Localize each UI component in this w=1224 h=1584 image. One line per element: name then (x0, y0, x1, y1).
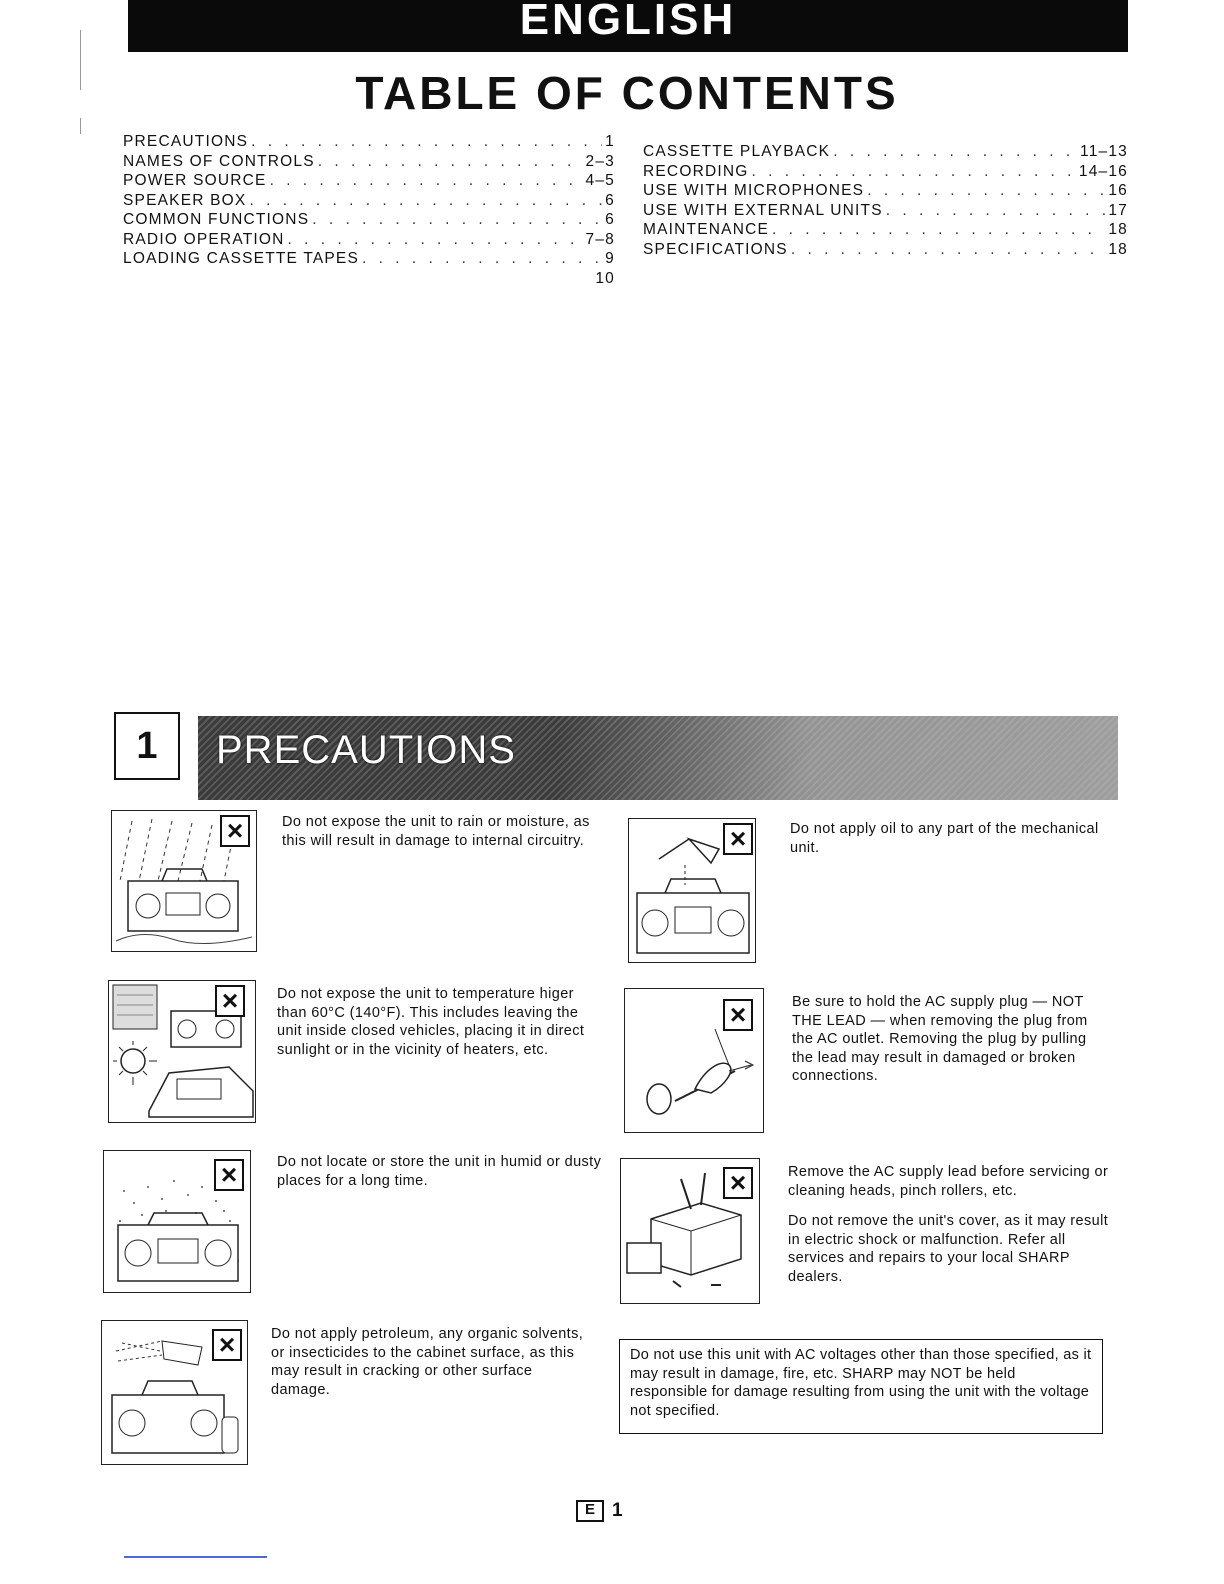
prohibited-icon: × (220, 815, 250, 847)
heat-illustration (108, 980, 256, 1123)
precaution-cover: Do not remove the unit's cover, as it may result in electric shock or malfunction. Refer all services and repairs to your local SHARP dealers. (788, 1213, 1109, 1285)
toc-entry[interactable] (643, 241, 1128, 261)
toc-entry[interactable] (123, 192, 615, 212)
toc-entry-page: 2–3 (585, 152, 615, 170)
toc-entry-page: 17 (1108, 201, 1128, 219)
toc-entry-label: MAINTENANCE (643, 221, 770, 238)
toc-entry[interactable] (123, 153, 615, 173)
toc-entry-label: POWER SOURCE (123, 172, 267, 189)
toc-right-column (643, 133, 1128, 260)
toc-entry-label: PRECAUTIONS (123, 133, 249, 150)
toc-entry-page: 4–5 (585, 172, 615, 189)
precaution-rain: Do not expose the unit to rain or moisture, as this will result in damage to internal circuitry. (282, 814, 590, 849)
toc-entry-label: SPEAKER BOX (123, 191, 247, 209)
toc-entry-page: 16 (1108, 182, 1128, 199)
toc-entry-label: CASSETTE PLAYBACK (643, 143, 831, 160)
toc-entry[interactable] (123, 250, 615, 270)
toc-entry-label: NAMES OF CONTROLS (123, 152, 315, 170)
toc-entry[interactable] (643, 182, 1128, 202)
oil-illustration (628, 818, 756, 963)
toc-entry[interactable] (123, 270, 615, 290)
section-title: PRECAUTIONS (216, 728, 516, 772)
toc-entry-label: COMMON FUNCTIONS (123, 211, 310, 228)
language-header (128, 0, 1128, 52)
toc-entry[interactable] (123, 211, 615, 231)
rain-illustration (111, 810, 257, 952)
precaution-plug: Be sure to hold the AC supply plug — NOT THE LEAD — when removing the plug from the AC outlet. Removing the plug by pulling the lead may result in damaged or broken connections. (792, 994, 1088, 1084)
page-number: 1 (612, 1500, 623, 1521)
voltage-warning-text: Do not use this unit with AC voltages other than those specified, as it may result in damage, fire, etc. SHARP may NOT be held responsible for damage resulting from using the unit with the voltage not specified. (630, 1347, 1092, 1419)
toc-title: TABLE OF CONTENTS (355, 67, 899, 119)
toc-entry[interactable] (123, 133, 615, 153)
toc-entry-page: 10 (595, 269, 615, 287)
page-letter: E (576, 1500, 604, 1522)
toc-entry[interactable] (643, 221, 1128, 241)
toc-entry-page: 18 (1108, 240, 1128, 258)
toc-entry-label: USE WITH EXTERNAL UNITS (643, 201, 883, 219)
petroleum-illustration (101, 1320, 248, 1465)
prohibited-icon: × (214, 1159, 244, 1191)
toc-entry-page: 9 (605, 250, 615, 267)
toc-entry-page: 11–13 (1080, 143, 1128, 160)
toc-entry-page: 18 (1108, 221, 1128, 238)
plug-illustration (624, 988, 764, 1133)
section-banner (198, 716, 1118, 800)
toc-entry-page: 6 (605, 191, 615, 209)
toc-entry-label: LOADING CASSETTE TAPES (123, 250, 359, 267)
toc-entry[interactable] (123, 172, 615, 192)
prohibited-icon: × (723, 999, 753, 1031)
precaution-oil: Do not apply oil to any part of the mechanical unit. (790, 821, 1099, 856)
precaution-petroleum: Do not apply petroleum, any organic solvents, or insecticides to the cabinet surface, as this may result in cracking or other surface damage. (271, 1326, 584, 1398)
toc-entry-label: USE WITH MICROPHONES (643, 182, 865, 199)
toc-entry-label: RECORDING (643, 162, 749, 180)
language-label: ENGLISH (519, 0, 737, 44)
servicing-illustration (620, 1158, 760, 1304)
toc-left-column (123, 133, 615, 289)
voltage-warning-box (619, 1339, 1103, 1434)
toc-entry[interactable] (643, 163, 1128, 183)
toc-entry-page: 14–16 (1078, 162, 1128, 180)
precaution-heat: Do not expose the unit to temperature higer than 60°C (140°F). This includes leaving the unit inside closed vehicles, placing it in direct sunlight or in the vicinity of heaters, etc. (277, 986, 585, 1058)
toc-entry[interactable] (643, 143, 1128, 163)
section-number: 1 (114, 712, 180, 780)
toc-entry[interactable] (123, 231, 615, 251)
toc-entry-label: RADIO OPERATION (123, 230, 285, 248)
toc-entry-page: 6 (605, 211, 615, 228)
prohibited-icon: × (215, 985, 245, 1017)
prohibited-icon: × (212, 1329, 242, 1361)
page-footer (576, 1500, 623, 1522)
precaution-servicing: Remove the AC supply lead before servicing or cleaning heads, pinch rollers, etc. (788, 1164, 1109, 1199)
humid-illustration (103, 1150, 251, 1293)
toc-entry-page: 7–8 (585, 230, 615, 248)
precaution-servicing-block (788, 1163, 1110, 1298)
toc-entry-label: SPECIFICATIONS (643, 240, 788, 258)
footer-rule (124, 1556, 267, 1558)
toc-entry-page: 1 (605, 133, 615, 150)
prohibited-icon: × (723, 1167, 753, 1199)
prohibited-icon: × (723, 823, 753, 855)
precaution-humid: Do not locate or store the unit in humid or dusty places for a long time. (277, 1154, 602, 1189)
toc-entry[interactable] (643, 202, 1128, 222)
